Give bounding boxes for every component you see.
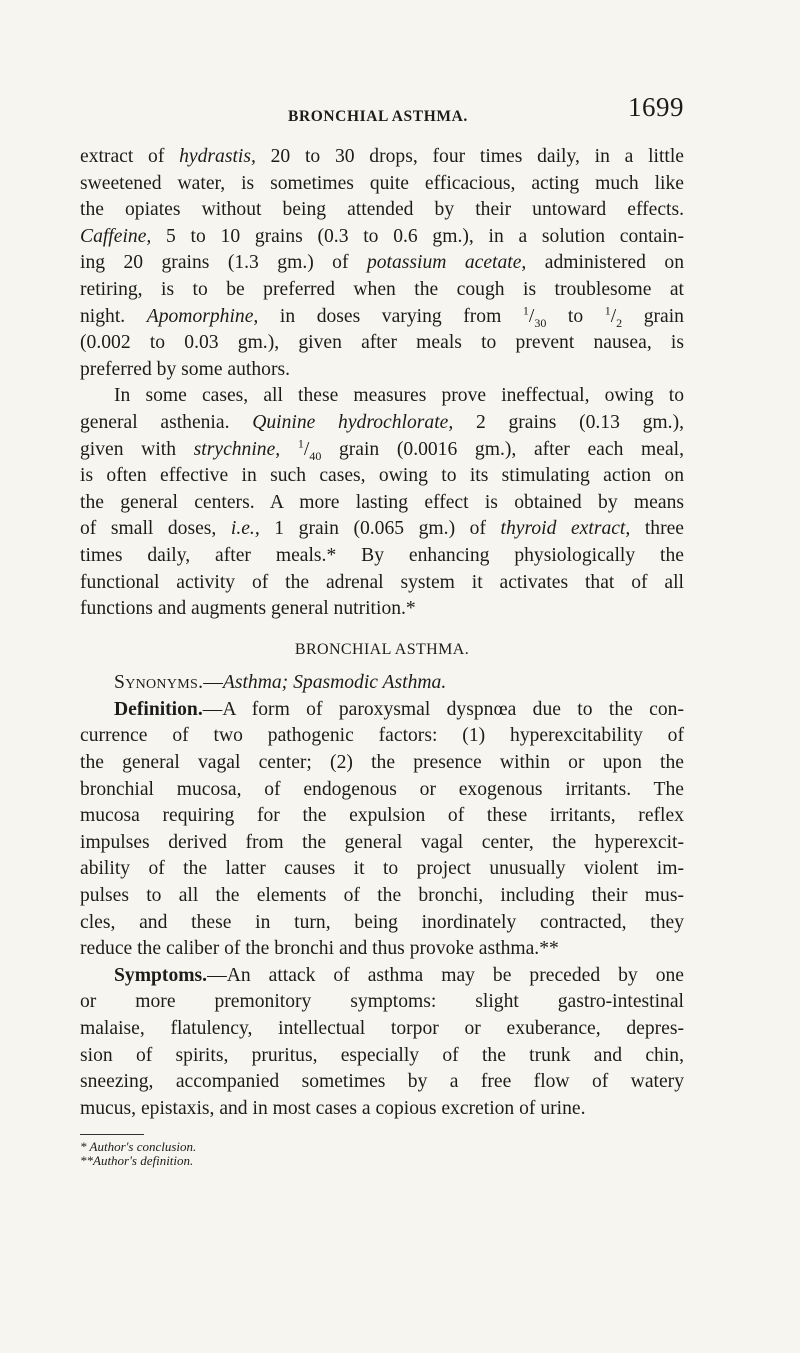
footnote: **Author's definition.	[80, 1153, 194, 1169]
text-line: cles, and these in turn, being inordinately contracted, they	[80, 911, 684, 933]
text-line: times daily, after meals.* By enhancing physiologically the	[80, 544, 684, 566]
text-line: reduce the caliber of the bronchi and thus provoke asthma.**	[80, 938, 559, 960]
text-line: preferred by some authors.	[80, 358, 291, 380]
text-line: extract of hydrastis, 20 to 30 drops, four times daily, in a little	[80, 146, 684, 167]
definition-label: Definition.	[114, 698, 203, 720]
text-line: Definition.—A form of paroxysmal dyspnœa due to the con-	[114, 698, 684, 720]
text-line: general asthenia. Quinine hydrochlorate, 2 grains (0.13 gm.),	[80, 411, 684, 433]
symptoms-label: Symptoms.	[114, 964, 208, 986]
text-line: is often effective in such cases, owing to its stimulating action on	[80, 465, 684, 487]
text-line: mucosa requiring for the expulsion of these irritants, reflex	[80, 805, 684, 827]
text-line: Caffeine, 5 to 10 grains (0.3 to 0.6 gm.), in a solution contain-	[80, 225, 684, 247]
text-line: ability of the latter causes it to project unusually violent im-	[80, 858, 684, 880]
text-line: impulses derived from the general vagal center, the hyperexcit-	[80, 831, 684, 853]
footnote-divider	[80, 1134, 144, 1135]
text-line: bronchial mucosa, of endogenous or exogenous irritants. The	[80, 778, 684, 800]
text-line: the general vagal center; (2) the presence within or upon the	[80, 752, 684, 774]
text-line: sion of spirits, pruritus, especially of the trunk and chin,	[80, 1044, 684, 1066]
text-line: retiring, is to be preferred when the cough is troublesome at	[80, 278, 684, 300]
text-line: of small doses, i.e., 1 grain (0.065 gm.) of thyroid extract, three	[80, 518, 684, 540]
text-line: given with strychnine, $^1/_{40}$ grain (0.0016 gm.), after each meal,	[80, 436, 684, 463]
body-text	[80, 144, 684, 1168]
text-line: night. Apomorphine, in doses varying from $^1/_{30}$ to $^1/_2$ grain	[80, 303, 684, 330]
text-line: the opiates without being attended by their untoward effects.	[80, 199, 684, 221]
section-heading: BRONCHIAL ASTHMA.	[294, 640, 470, 658]
text-line: Symptoms.—An attack of asthma may be preceded by one	[114, 964, 684, 986]
footnote: * Author's conclusion.	[80, 1139, 197, 1155]
text-line: or more premonitory symptoms: slight gastro-intestinal	[80, 991, 684, 1013]
text-line: ing 20 grains (1.3 gm.) of potassium acetate, administered on	[80, 252, 684, 274]
running-head: BRONCHIAL ASTHMA.	[288, 108, 468, 125]
text-line: currence of two pathogenic factors: (1) hyperexcitability of	[80, 725, 684, 747]
text-line: pulses to all the elements of the bronchi, including their mus-	[80, 885, 684, 907]
synonyms-line: Synonyms.—Asthma; Spasmodic Asthma.	[114, 672, 447, 694]
page-number: 1699	[628, 92, 684, 122]
text-line: the general centers. A more lasting effect is obtained by means	[80, 491, 684, 513]
text-line: In some cases, all these measures prove ineffectual, owing to	[114, 385, 684, 407]
text-line: functions and augments general nutrition.*	[80, 598, 416, 620]
text-line: mucus, epistaxis, and in most cases a copious excretion of urine.	[80, 1097, 586, 1119]
text-line: sneezing, accompanied sometimes by a free flow of watery	[80, 1071, 684, 1093]
synonyms-label: Synonyms.	[114, 672, 204, 694]
text-line: sweetened water, is sometimes quite efficacious, acting much like	[80, 172, 684, 194]
text-line: malaise, flatulency, intellectual torpor or exuberance, depres-	[80, 1018, 684, 1039]
text-line: functional activity of the adrenal system it activates that of all	[80, 571, 684, 593]
synonyms-value: Asthma; Spasmodic Asthma.	[222, 672, 447, 694]
text-line: (0.002 to 0.03 gm.), given after meals to prevent nausea, is	[80, 332, 684, 354]
